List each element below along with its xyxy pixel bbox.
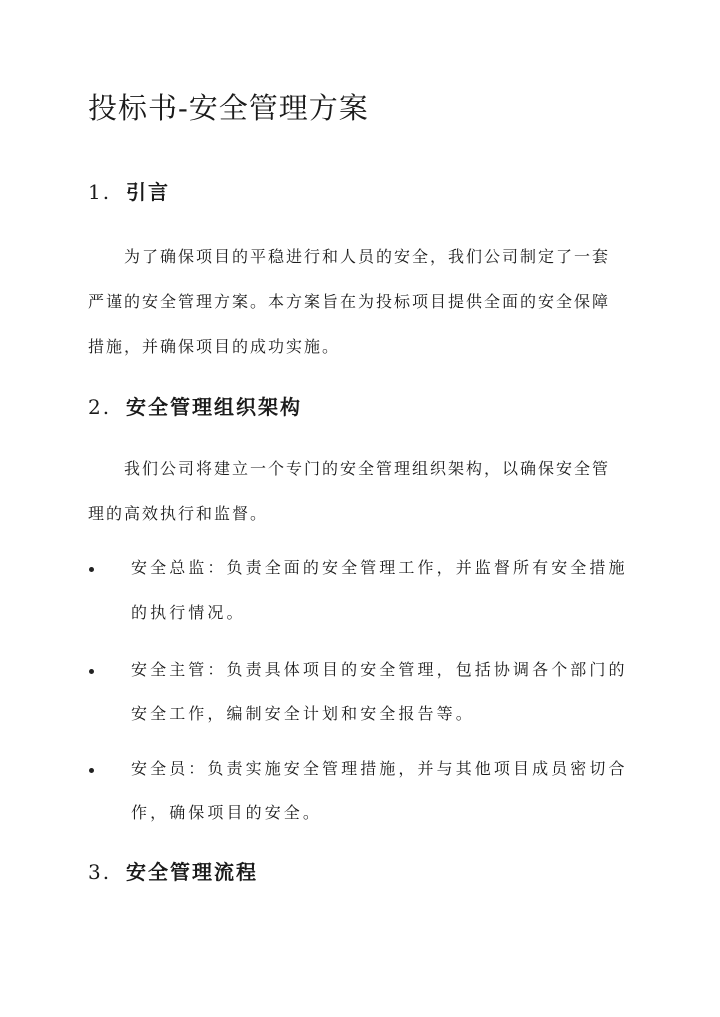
paragraph-line: 我们公司将建立一个专门的安全管理组织架构，以确保安全管 bbox=[124, 459, 611, 478]
section-heading-introduction bbox=[88, 176, 170, 205]
list-item-line: 安全工作，编制安全计划和安全报告等。 bbox=[131, 704, 475, 723]
list-item-line: 安全员：负责实施安全管理措施，并与其他项目成员密切合 bbox=[131, 759, 628, 778]
bullet-icon bbox=[89, 768, 94, 773]
bullet-icon bbox=[89, 669, 94, 674]
list-item-line: 安全主管：负责具体项目的安全管理，包括协调各个部门的 bbox=[131, 660, 628, 679]
section-heading-text: 引言 bbox=[126, 180, 170, 204]
document-title: 投标书-安全管理方案 bbox=[88, 91, 369, 125]
section-heading-text: 安全管理流程 bbox=[126, 860, 258, 884]
paragraph-line: 理的高效执行和监督。 bbox=[88, 504, 269, 523]
list-item-line: 的执行情况。 bbox=[131, 603, 246, 622]
section-number: 1. bbox=[88, 180, 112, 204]
paragraph-line: 为了确保项目的平稳进行和人员的安全，我们公司制定了一套 bbox=[124, 247, 611, 266]
list-item-line: 安全总监：负责全面的安全管理工作，并监督所有安全措施 bbox=[131, 558, 628, 577]
bullet-icon bbox=[89, 567, 94, 572]
section-heading-process bbox=[88, 856, 258, 885]
section-heading-text: 安全管理组织架构 bbox=[126, 395, 302, 419]
paragraph-line: 严谨的安全管理方案。本方案旨在为投标项目提供全面的安全保障 bbox=[88, 292, 611, 311]
paragraph-line: 措施，并确保项目的成功实施。 bbox=[88, 337, 341, 356]
section-number: 3. bbox=[88, 860, 112, 884]
section-heading-organization bbox=[88, 391, 302, 420]
list-item-line: 作，确保项目的安全。 bbox=[131, 803, 323, 822]
section-number: 2. bbox=[88, 395, 112, 419]
